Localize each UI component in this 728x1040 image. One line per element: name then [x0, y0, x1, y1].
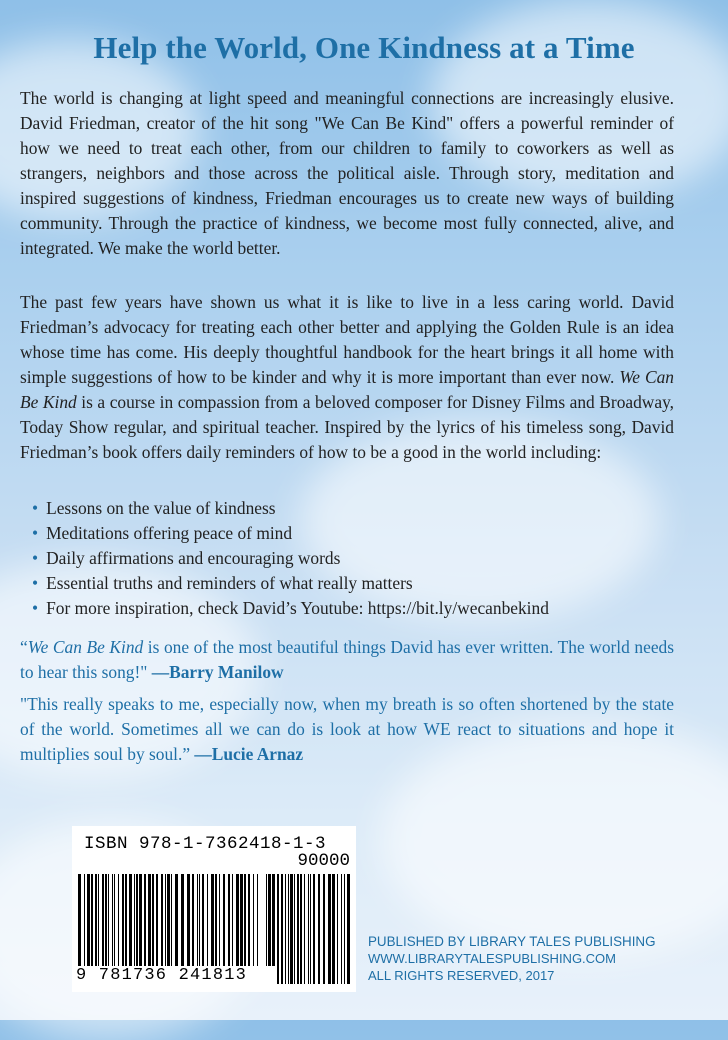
barcode-bar: [281, 874, 283, 984]
barcode-bar: [344, 874, 345, 984]
barcode-bar: [310, 874, 311, 984]
barcode-bar: [332, 874, 335, 984]
barcode-bar: [313, 874, 315, 984]
list-item: • For more inspiration, check David’s Youtube: https://bit.ly/wecanbekind: [46, 596, 549, 621]
quote-text: "This really speaks to me, especially now, when my breath is so often shortened by the state of the world. Sometimes all we can do is look at how WE react to situations and hope it multiplies soul by soul.”: [20, 694, 674, 764]
barcode-bar: [328, 874, 331, 984]
barcode-bar: [277, 874, 279, 984]
barcode-bar: [308, 874, 309, 984]
quote-book-title: We Can Be Kind: [27, 637, 144, 657]
publisher-info: [368, 933, 656, 984]
quote-author: —Lucie Arnaz: [194, 744, 304, 764]
list-item: • Lessons on the value of kindness: [46, 496, 549, 521]
barcode-bar: [297, 874, 299, 984]
barcode-bar: [337, 874, 338, 984]
list-item: • Meditations offering peace of mind: [46, 521, 549, 546]
barcode-bar: [341, 874, 342, 984]
quote-text: is one of the most beautiful things David has ever written. The world needs to hear this song!": [20, 637, 674, 682]
description-paragraph-2: [20, 290, 674, 465]
paragraph-text: The past few years have shown us what it is like to live in a less caring world. David Friedman’s advocacy for treating each other better and applying the Golden Rule is an idea whose time has come. His deeply thoughtful handbook for the heart brings it all home with simple suggestions of how to be kinder and why it is more important than ever now.: [20, 292, 674, 387]
barcode-bar: [323, 874, 325, 984]
barcode-bar: [290, 874, 293, 984]
cover-heading: Help the World, One Kindness at a Time: [93, 30, 635, 65]
publisher-website: WWW.LIBRARYTALESPUBLISHING.COM: [368, 951, 617, 966]
paragraph-text: is a course in compassion from a beloved composer for Disney Films and Broadway, Today Show regular, and spiritual teacher. Inspired by the lyrics of his timeless song, David Friedman’s book offers daily reminders of how to be a good in the world including:: [20, 392, 674, 462]
feature-list: [46, 496, 549, 621]
endorsement-quote-1: [20, 635, 674, 685]
barcode-bar: [288, 874, 289, 984]
endorsement-quote-2: [20, 692, 674, 767]
copyright-notice: ALL RIGHTS RESERVED, 2017: [368, 968, 555, 983]
barcode-digits: 9 781736 241813: [76, 966, 276, 985]
description-paragraph-1: The world is changing at light speed and meaningful connections are increasingly elusive. David Friedman, creator of the hit song "We Can Be Kind" offers a powerful reminder of how we need to treat each other, from our children to family to coworkers as well as strangers, neighbors and those across the political aisle. Through story, meditation and inspired suggestions of kindness, Friedman encourages us to create new ways of building community. Through the practice of kindness, we become most fully connected, alive, and integrated. We make the world better.: [20, 88, 674, 258]
book-title: We Can Be Kind: [20, 367, 674, 412]
quote-author: —Barry Manilow: [151, 662, 284, 682]
barcode-addon-number: 90000: [297, 851, 350, 871]
barcode-bar: [347, 874, 350, 984]
list-item: • Essential truths and reminders of what really matters: [46, 571, 549, 596]
publisher-name: PUBLISHED BY LIBRARY TALES PUBLISHING: [368, 934, 656, 949]
barcode-bar: [304, 874, 305, 984]
barcode-bar: [318, 874, 320, 984]
barcode-addon-bars: [266, 874, 350, 984]
barcode-bar: [300, 874, 302, 984]
barcode-bar: [285, 874, 286, 984]
list-item: • Daily affirmations and encouraging words: [46, 546, 549, 571]
barcode-bar: [294, 874, 295, 984]
quote-open-mark: “: [20, 637, 28, 657]
isbn-label: ISBN 978-1-7362418-1-3: [84, 834, 327, 854]
